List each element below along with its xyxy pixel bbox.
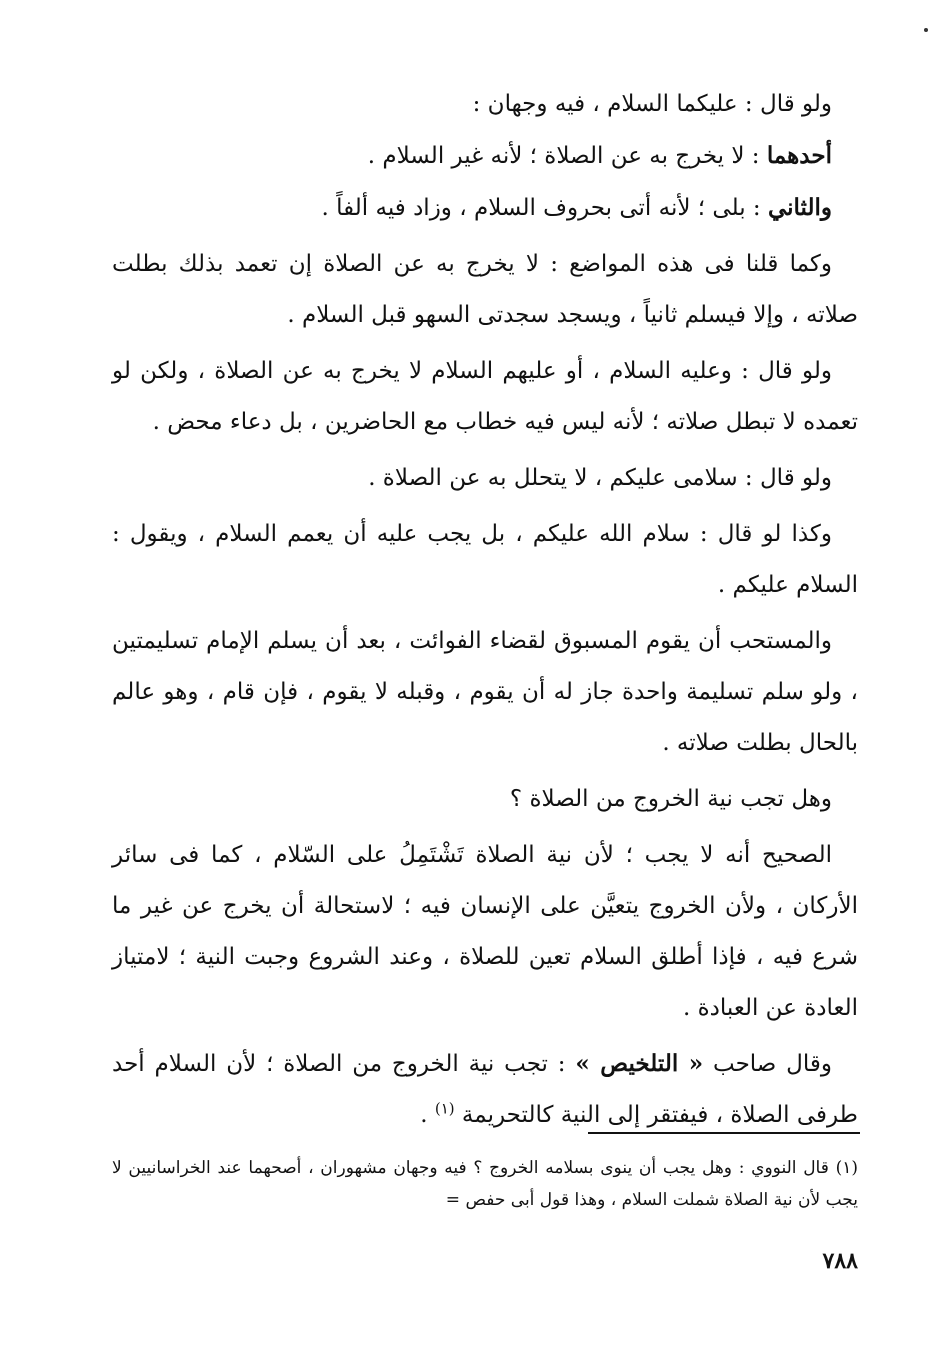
paragraph: والثاني : بلى ؛ لأنه أتى بحروف السلام ، وزاد فيه ألفاً . [321,194,832,221]
paragraph: وكما قلنا فى هذه المواضع : لا يخرج به عن الصلاة إن تعمد بذلك بطلت صلاته ، وإلا فيسلم ثانياً ، ويسجد سجدتى السهو قبل السلام . [112,251,858,328]
paragraph: ولو قال : وعليه السلام ، أو عليهم السلام لا يخرج به عن الصلاة ، ولكن لو تعمده لا تبطل صلاته ؛ لأنه ليس فيه خطاب مع الحاضرين ، بل دعاء محض . [112,358,858,435]
paragraph: ولو قال : سلامى عليكم ، لا يتحلل به عن الصلاة . [368,465,832,491]
paragraph: الصحيح أنه لا يجب ؛ لأن نية الصلاة تَشْتَمِلُ على السّلام ، كما فى سائر الأركان ، ولأن الخروج يتعيَّن على الإنسان فيه ؛ لاستحالة أن يخرج عن غير ما شرع فيه ، فإذا أطلق السلام تعين للصلاة ، وعند الشروع وجبت النية ؛ لامتياز العادة عن العبادة . [112,842,858,1021]
book-title: « التلخيص » [575,1050,704,1077]
scan-speck [924,28,928,32]
footnote-separator [588,1132,860,1134]
paragraph: وهل تجب نية الخروج من الصلاة ؟ [509,786,832,812]
main-text [112,78,858,1141]
paragraph: وكذا لو قال : سلام الله عليكم ، بل يجب عليه أن يعمم السلام ، ويقول : السلام عليكم . [112,521,858,598]
footnote-reference: (١) [434,1099,455,1118]
page-number: ٧٨٨ [822,1248,858,1274]
paragraph: والمستحب أن يقوم المسبوق لقضاء الفوائت ، بعد أن يسلم الإمام تسليمتين ، ولو سلم تسليمة واحدة جاز له أن يقوم ، وقبله لا يقوم ، فإن قام ، وهو عالم بالحال بطلت صلاته . [112,628,858,756]
paragraph: أحدهما : لا يخرج به عن الصلاة ؛ لأنه غير السلام . [367,142,832,169]
paragraph: ولو قال : عليكما السلام ، فيه وجهان : [472,91,832,117]
paragraph-last: وقال صاحب « التلخيص » : تجب نية الخروج من الصلاة ؛ لأن السلام أحد طرفى الصلاة ، فيفتقر إلى النية كالتحريمة $^{(١)}$ . [112,1050,858,1128]
footnote-text: (١) قال النووي : وهل يجب أن ينوى بسلامه الخروج ؟ فيه وجهان مشهوران ، أصحهما عند الخراسانيين لا يجب لأن نية الصلاة شملت السلام ، وهذا قول أبى حفص = [112,1158,858,1210]
footnote [112,1152,858,1216]
